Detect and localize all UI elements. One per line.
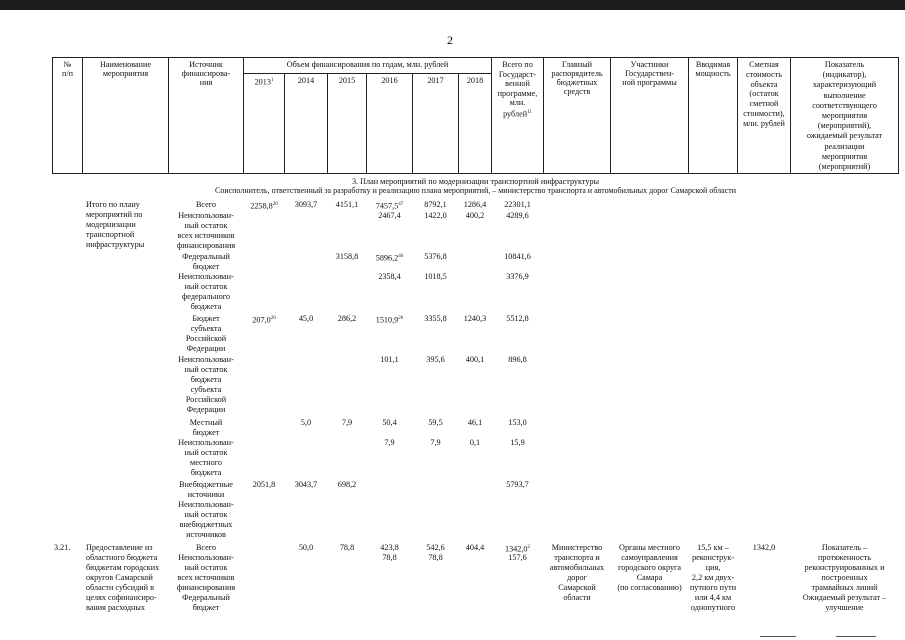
cell-2017: 5376,8 <box>424 252 447 261</box>
summary-name: Итого по плану мероприятий по модернизации транспортной инфраструктуры <box>86 200 145 249</box>
cell-total: 5793,7 <box>506 480 529 489</box>
header-year-2018: 2018 <box>466 76 484 85</box>
table-top-border <box>52 57 899 58</box>
cell-2016: 50,4 <box>382 418 397 427</box>
row-source: Бюджет субъекта Российской Федерации <box>185 314 227 353</box>
cell-2016: 1510,9$^{26}$ <box>375 315 404 325</box>
cell-2018: 0,1 <box>469 438 481 447</box>
cell-total: 896,8 <box>508 355 527 364</box>
col-border <box>284 73 285 174</box>
header-num: № п/п <box>61 60 74 78</box>
cell-2016: 7,9 <box>384 438 395 447</box>
col-border <box>412 73 413 174</box>
header-year-2015: 2015 <box>338 76 356 85</box>
item-number: 3.21. <box>54 543 71 552</box>
cell-2014: 3093,7 <box>294 200 318 209</box>
cell-2017: 542,6 <box>426 543 445 552</box>
cell-2016: 78,8 <box>382 553 397 562</box>
header-year-2017: 2017 <box>427 76 444 85</box>
section-subtitle: Соисполнитель, ответственный за разработку и реализацию плана мероприятий, – министерство транспорта и автомобильных дорог Самарской области <box>214 186 737 195</box>
section-title: 3. План мероприятий по модернизации транспортной инфраструктуры <box>351 177 600 186</box>
header-funding-title: Объем финансирования по годам, млн. рублей <box>286 60 449 69</box>
header-year-2014: 2014 <box>297 76 315 85</box>
cell-2016: 5896,2$^{46}$ <box>375 253 404 263</box>
cell-2014: 50,0 <box>298 543 314 552</box>
row-source: Федеральный бюджет <box>182 252 230 271</box>
cell-2013: 207,0$^{20}$ <box>252 315 276 325</box>
cell-total: 5512,8 <box>506 314 529 323</box>
item-capacity: 15,5 км – реконструк- ция, 2,2 км двух- путного пути или 4,4 км однопутного <box>689 543 737 612</box>
cell-2018: 400,1 <box>465 355 485 364</box>
cell-2013: 2258,8$^{20}$ <box>250 201 278 211</box>
cell-total: 15,9 <box>510 438 525 447</box>
item-indicator: Показатель – протяженность реконструированных и построенных трамвайных линий Ожидаемый результат – улучшение <box>802 543 887 612</box>
row-source: Внебюджетные источники <box>179 480 233 499</box>
cell-total: 4289,6 <box>506 211 529 220</box>
item-sources: Всего Неиспользован- ный остаток всех источников финансирования Федеральный бюджет <box>176 543 236 612</box>
scan-top-edge <box>0 0 905 10</box>
cell-2016: 7457,5$^{47}$ <box>375 201 404 211</box>
col-border <box>458 73 459 174</box>
cell-2014: 45,0 <box>298 314 314 323</box>
cell-total: 22301,1 <box>504 200 531 209</box>
cell-total: 157,6 <box>508 553 527 562</box>
col-border <box>243 57 244 174</box>
col-border <box>327 73 328 174</box>
years-divider <box>243 73 491 74</box>
cell-total: 1342,0$^2$ <box>504 544 530 554</box>
cell-2017: 395,6 <box>426 355 445 364</box>
item-participants: Органы местного самоуправления городского округа Самара (по согласованию) <box>617 543 682 592</box>
row-source: Всего <box>195 200 217 209</box>
cell-2017: 78,8 <box>428 553 443 562</box>
cell-2015: 7,9 <box>341 418 353 427</box>
item-manager: Министерство транспорта и автомобильных дорог Самарской области <box>549 543 605 602</box>
header-source: Источник финансирова- ния <box>181 60 231 87</box>
cell-2016: 101,1 <box>380 355 399 364</box>
cell-2017: 1422,0 <box>424 211 447 220</box>
cell-2017: 1018,5 <box>424 272 447 281</box>
header-total: Всего по Государст- венной программе, млн. рублей$^{11}$ <box>497 60 538 119</box>
header-year-2016: 2016 <box>381 76 398 85</box>
header-estimate: Сметная стоимость объекта (остаток сметной стоимости), млн. рублей <box>743 60 785 128</box>
cell-total: 3376,9 <box>506 272 529 281</box>
col-border <box>366 73 367 174</box>
scan-mark <box>836 636 876 637</box>
row-source: Местный бюджет <box>189 418 223 437</box>
cell-2017: 59,5 <box>428 418 443 427</box>
cell-2014: 5,0 <box>300 418 312 427</box>
item-name: Предоставление из областного бюджета бюджетам городских округов Самарской области субсидий в целях софинансиро- вания расходных <box>86 543 160 612</box>
cell-2015: 78,8 <box>339 543 355 552</box>
cell-2015: 286,2 <box>337 314 357 323</box>
cell-2013: 2051,8 <box>252 480 276 489</box>
header-indicator: Показатель (индикатор), характеризующий выполнение соответствующего мероприятия (мероприятий), ожидаемый результат реализации мероприятия (мероприятий) <box>806 60 883 172</box>
cell-total: 10841,6 <box>504 252 531 261</box>
cell-2015: 698,2 <box>337 480 357 489</box>
item-estimate: 1342,0 <box>752 543 776 552</box>
cell-2018: 46,1 <box>467 418 483 427</box>
cell-2014: 3043,7 <box>294 480 318 489</box>
header-capacity: Вводимая мощность <box>695 60 731 78</box>
header-name: Наименование мероприятия <box>99 60 151 78</box>
cell-2017: 7,9 <box>430 438 441 447</box>
cell-2016: 423,8 <box>380 543 399 552</box>
cell-total: 153,0 <box>508 418 527 427</box>
cell-2018: 1240,3 <box>463 314 487 323</box>
cell-2016: 2358,4 <box>378 272 401 281</box>
row-source: Неиспользован- ный остаток федерального бюджета <box>178 272 234 311</box>
cell-2015: 4151,1 <box>335 200 359 209</box>
row-source: Неиспользован- ный остаток всех источников финансирования <box>176 211 236 250</box>
header-manager: Главный распорядитель бюджетных средств <box>551 60 603 96</box>
cell-2018: 400,2 <box>465 211 485 220</box>
cell-2018: 404,4 <box>465 543 485 552</box>
cell-2017: 8792,1 <box>424 200 447 209</box>
row-source: Неиспользован- ный остаток бюджета субъекта Российской Федерации <box>178 355 234 414</box>
cell-2017: 3355,8 <box>424 314 447 323</box>
cell-2016: 2467,4 <box>378 211 401 220</box>
cell-2018: 1286,4 <box>463 200 487 209</box>
cell-2015: 3158,8 <box>335 252 359 261</box>
scan-mark <box>760 636 796 637</box>
row-source: Неиспользован- ный остаток внебюджетных источников <box>178 500 234 539</box>
header-year-2013: 2013$^1$ <box>254 77 274 87</box>
row-source: Неиспользован- ный остаток местного бюджета <box>178 438 234 477</box>
header-bottom-border <box>52 173 899 174</box>
page-number: 2 <box>447 33 453 47</box>
col-border <box>898 57 899 174</box>
header-participants: Участники Государствен- ной программы <box>622 60 677 87</box>
